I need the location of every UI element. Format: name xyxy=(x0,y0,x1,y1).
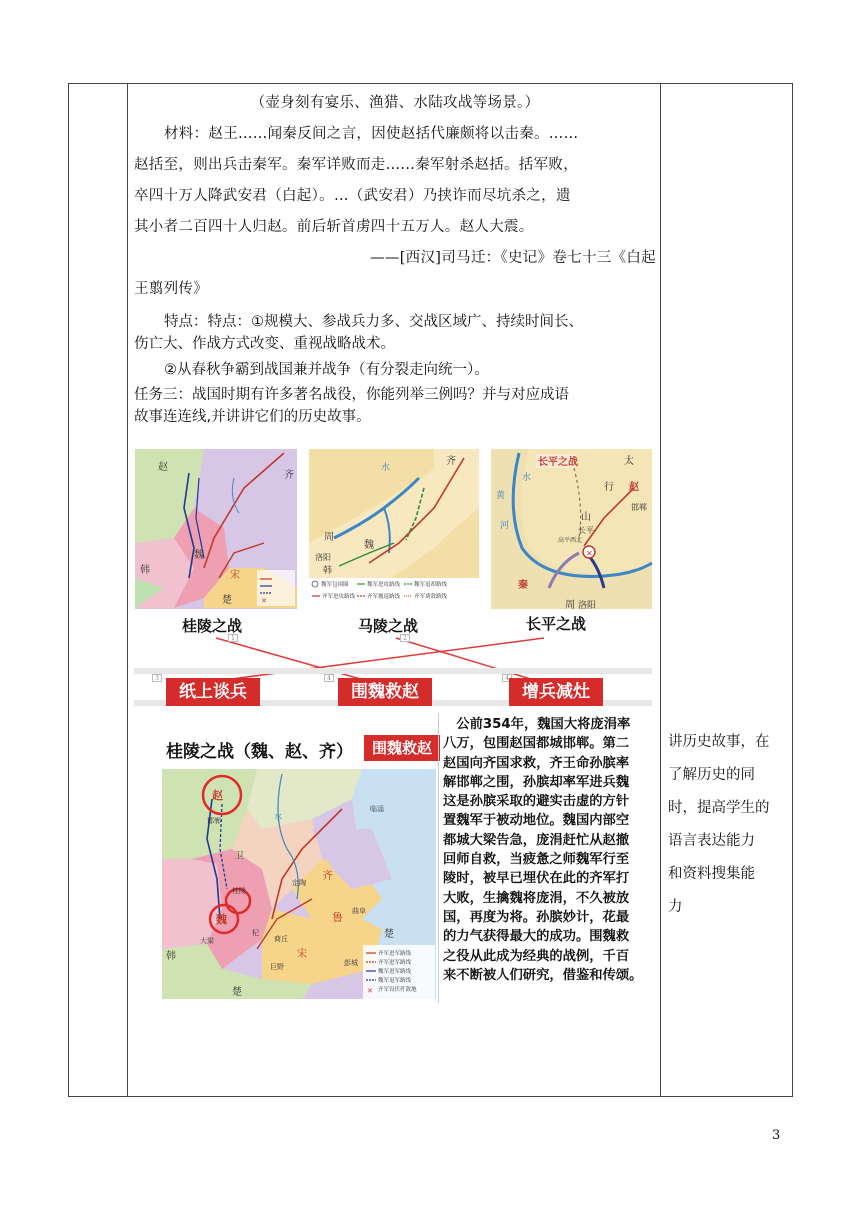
map-label: 商丘 xyxy=(274,935,288,943)
material-line: 赵括至，则出兵击秦军。秦军详败而走……秦军射杀赵括。括军败， xyxy=(134,157,578,173)
map-label: 魏 xyxy=(216,913,227,926)
map-label: 行 xyxy=(604,482,614,493)
task-line: 故事连连线,并讲讲它们的历史故事。 xyxy=(134,409,371,425)
battle-matching-figure xyxy=(134,448,652,706)
map-label: 大梁 xyxy=(200,937,214,945)
map-label: 桂陵 xyxy=(232,887,246,895)
map-label: 齐 xyxy=(322,869,333,882)
map-label: 巨野 xyxy=(270,963,284,971)
idiom-tag: 围魏救赵 xyxy=(364,735,440,761)
guiling-detail-figure xyxy=(160,713,656,1003)
feature-line: ②从春秋争霸到战国兼并战争（有分裂走向统一）。 xyxy=(164,362,489,378)
legend-item: 魏军进军路线 xyxy=(378,969,412,975)
source-citation: ——[西汉]司马迁：《史记》卷七十三《白起 xyxy=(370,250,656,266)
legend-item: 魏军退却路线 xyxy=(414,582,448,588)
svg-text:✕: ✕ xyxy=(367,987,373,995)
map-label: 楚 xyxy=(222,595,232,606)
map-label: 定陶 xyxy=(292,879,306,887)
map-label: 太 xyxy=(624,456,634,467)
note-line: 语言表达能力 xyxy=(668,833,755,849)
column-divider-left xyxy=(127,84,128,1096)
guiling-narrative xyxy=(443,715,656,1003)
battle-title: 长平之战 xyxy=(526,615,587,633)
legend-item: 魏军进攻路线 xyxy=(367,582,401,588)
note-line: 了解历史的同 xyxy=(668,767,755,783)
map-label: 曲阜 xyxy=(352,907,366,915)
page-number: 3 xyxy=(772,1128,781,1143)
material-line: 材料：赵王……闻秦反间之言，因使赵括代廉颇将以击秦。…… xyxy=(164,126,579,142)
task-line: 任务三：战国时期有许多著名战役，你能列举三例吗？并与对应成语 xyxy=(134,387,569,403)
map-label: 齐 xyxy=(284,470,294,481)
map-label: 长平 xyxy=(578,526,594,535)
legend-item: 魏军包围圈 xyxy=(321,582,349,588)
map-label: 水 xyxy=(381,463,391,473)
legend-item: 齐军撤退路线 xyxy=(367,594,401,600)
battle-title: 马陵之战 xyxy=(358,617,419,635)
image-index: 4 xyxy=(502,674,512,682)
narrative-line: 大败，生擒魏将庞涓，不久被放 xyxy=(443,890,630,906)
map-label: 洛阳 xyxy=(578,601,597,611)
narrative-line: 之役从此成为经典的战例，千百 xyxy=(443,948,630,964)
map-label: 临淄 xyxy=(370,805,384,813)
maling-map xyxy=(309,449,479,609)
idiom-card: 纸上谈兵 xyxy=(166,678,260,706)
guiling-figure-title: 桂陵之战（魏、赵、齐） xyxy=(166,742,353,762)
map-label: 楚 xyxy=(232,987,242,998)
map-label: 高平西北 xyxy=(558,537,583,544)
column-divider-right xyxy=(660,84,661,1096)
map-label: 水 xyxy=(522,473,532,483)
image-index: 1 xyxy=(228,634,238,642)
map-label: 洛阳 xyxy=(315,553,331,562)
narrative-line: 公前354年，魏国大将庞涓率 xyxy=(443,717,631,732)
idiom-card: 增兵减灶 xyxy=(509,678,603,706)
narrative-line: 来不断被人们研究，借鉴和传颂。 xyxy=(443,967,643,983)
note-line: 和资料搜集能 xyxy=(668,866,755,882)
caption-pot: （壶身刻有宴乐、渔猎、水陆攻战等场景。） xyxy=(250,95,540,111)
changping-map xyxy=(491,449,652,611)
map-label: 黄 xyxy=(496,491,506,501)
legend-item: 齐军诱敌路线 xyxy=(414,594,448,600)
narrative-line: 回师自救，当疲惫之师魏军行至 xyxy=(443,852,630,868)
map-label: 宋 xyxy=(297,949,307,960)
legend-item: 魏军退军路线 xyxy=(378,978,412,984)
map-label: 周 xyxy=(565,600,575,611)
narrative-line: 赵国向齐国求救，齐王命孙膑率 xyxy=(443,755,630,771)
narrative-line: 这是孙膑采取的避实击虚的方针 xyxy=(443,794,630,810)
map-label: 秦 xyxy=(518,580,528,591)
map-label: 赵 xyxy=(212,789,223,802)
map-label: 魏 xyxy=(194,550,204,561)
material-line: 卒四十万人降武安君（白起）。…（武安君）乃挟诈而尽坑杀之，遗 xyxy=(134,188,571,204)
map-label: 杞 xyxy=(252,929,259,937)
map-label: 卫 xyxy=(234,851,244,862)
source-citation: 王翦列传》 xyxy=(134,281,208,297)
narrative-line: 解邯郸之围，孙膑却率军进兵魏 xyxy=(443,774,630,790)
map-label: 赵 xyxy=(158,462,168,473)
main-content xyxy=(134,88,656,428)
narrative-line: 陵时，被早已埋伏在此的齐军打 xyxy=(443,871,630,887)
map-label: 齐 xyxy=(446,456,456,467)
image-index: 3 xyxy=(152,674,162,682)
map-label: 邯郸 xyxy=(207,817,221,825)
feature-line: 伤亡大、作战方式改变、重视战略战术。 xyxy=(134,336,395,352)
svg-text:✕: ✕ xyxy=(586,549,593,558)
map-label: 邯郸 xyxy=(631,503,647,512)
narrative-line: 置魏军于被动地位。魏国内部空 xyxy=(443,813,630,829)
note-line: 讲历史故事，在 xyxy=(668,734,770,750)
legend-item: 齐军进军路线 xyxy=(378,960,412,966)
map-label: 鲁 xyxy=(332,911,343,924)
map-label: 韩 xyxy=(140,565,150,576)
idiom-card: 围魏救赵 xyxy=(338,678,432,706)
map-label: 韩 xyxy=(166,951,176,962)
narrative-line: 国，再度为将。孙膑妙计，花最 xyxy=(443,909,630,925)
map-label: 宋 xyxy=(230,570,240,581)
map-label: 韩 xyxy=(323,566,333,576)
legend-item: 齐军进攻路线 xyxy=(322,594,356,600)
map-label: 河 xyxy=(500,521,510,531)
material-line: 其小者二百四十人归赵。前后斩首虏四十五万人。赵人大震。 xyxy=(134,219,534,235)
map-label: 周 xyxy=(324,532,334,543)
narrative-line: 都城大梁告急，庞涓赶忙从赵撤 xyxy=(443,832,630,848)
separator-bar xyxy=(134,668,652,674)
svg-text:✕: ✕ xyxy=(261,597,267,605)
narrative-line: 八万，包围赵国都城邯郸。第二 xyxy=(443,736,630,752)
map-title-label: 长平之战 xyxy=(538,457,578,468)
image-index: 2 xyxy=(400,634,410,642)
map-label: 彭城 xyxy=(344,959,358,967)
map-label: 赵 xyxy=(629,482,639,493)
feature-line: 特点：特点：①规模大、参战兵力多、交战区域广、持续时间长、 xyxy=(164,314,583,330)
guiling-detail-map xyxy=(162,769,436,1005)
note-line: 时，提高学生的 xyxy=(668,800,770,816)
legend-item: 齐军进军路线 xyxy=(378,951,412,957)
map-label: 山 xyxy=(581,512,591,523)
narrative-line: 的力气获得最大的成功。围魏救 xyxy=(443,929,630,945)
image-index: 4 xyxy=(324,674,334,682)
battle-title: 桂陵之战 xyxy=(182,617,243,635)
map-label: 水 xyxy=(274,812,282,821)
design-intent-note xyxy=(668,726,788,924)
legend-item: 齐军设伏歼敌地 xyxy=(378,987,417,993)
figure-divider xyxy=(438,713,439,1003)
note-line: 力 xyxy=(668,899,683,915)
map-label: 魏 xyxy=(364,540,374,551)
map-label: 楚 xyxy=(384,929,394,940)
guiling-map xyxy=(135,449,297,609)
